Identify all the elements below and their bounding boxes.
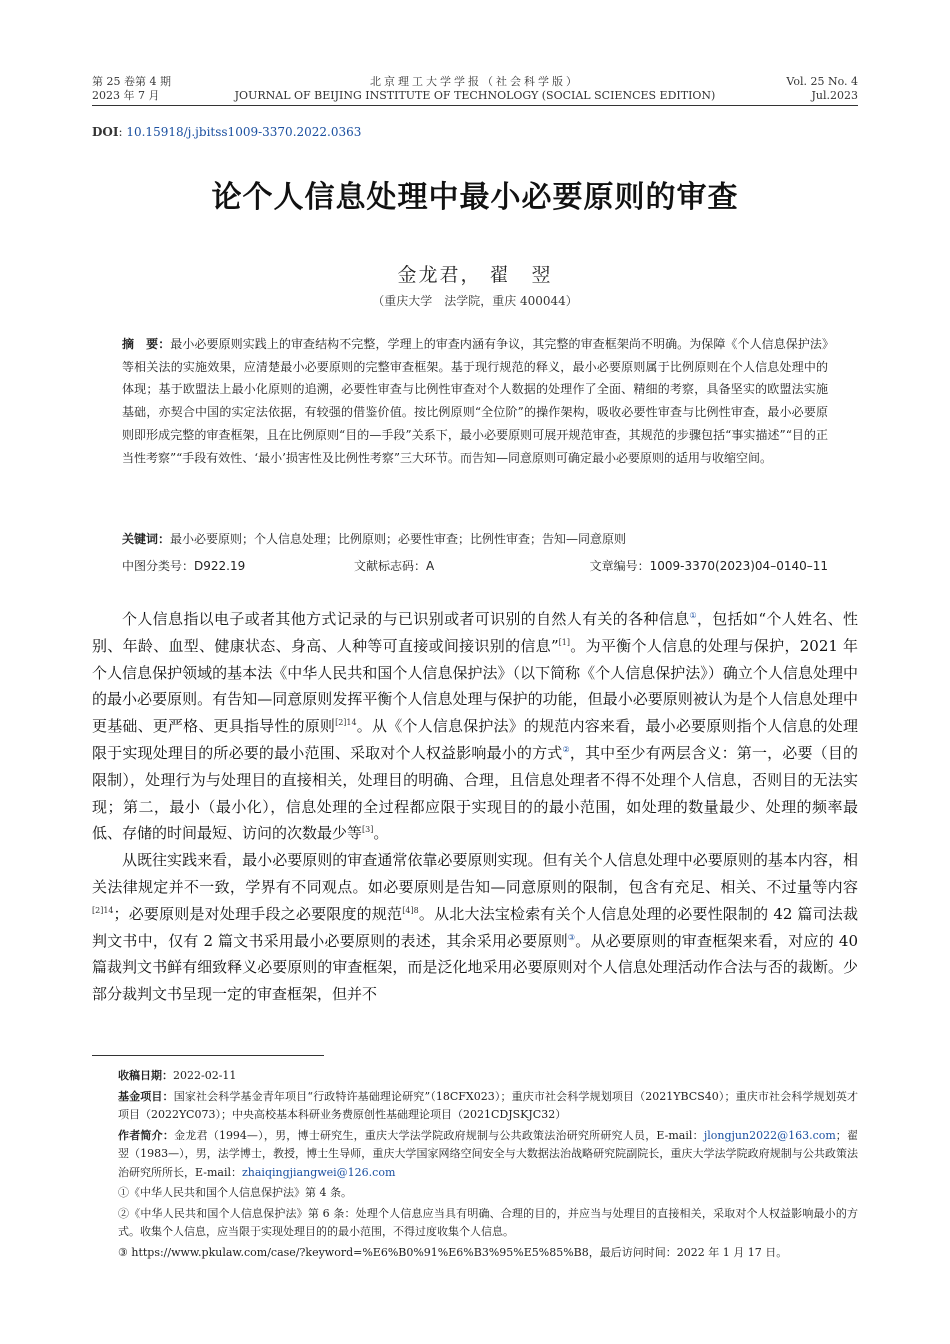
footnote-divider [92, 1055, 324, 1056]
paragraph [92, 606, 858, 847]
received-label: 收稿日期： [118, 1069, 173, 1082]
citation-ref[interactable]: [2]14 [92, 905, 114, 915]
article-number: 文章编号：1009-3370(2023)04–0140–11 [589, 559, 828, 573]
text-run: 个人信息指以电子或者其他方式记录的与已识别或者可识别的自然人有关的各种信息 [122, 610, 690, 628]
paragraph [92, 847, 858, 1008]
header-divider [92, 105, 858, 106]
footnote-ref[interactable]: ③ [567, 932, 576, 942]
email-link[interactable]: jlongjun2022@163.com [703, 1128, 836, 1142]
footnote-1: ①《中华人民共和国个人信息保护法》第 4 条。 [118, 1186, 352, 1199]
header-journal-cn: 北京理工大学学报（社会科学版） [370, 75, 580, 88]
abstract-text: 最小必要原则实践上的审查结构不完整，学理上的审查内涵有争议，其完整的审查框架尚不明确。为保障《个人信息保护法》等相关法的实施效果，应清楚最小必要原则的完整审查框架。基于现行规范的释义，最小必要原则属于比例原则在个人信息处理中的体现；基于欧盟法上最小化原则的追溯，必要性审查与比例性审查对个人数据的处理作了全面、精细的考察，具备坚实的欧盟法实施基础，亦契合中国的实定法依据，有较强的借鉴价值。按比例原则“全位阶”的操作架构，吸收必要性审查与比例性审查，最小必要原则即形成完整的审查框架，且在比例原则“目的—手段”关系下，最小必要原则可展开规范审查，其规范的步骤包括“事实描述”“目的正当性考察”“手段有效性、‘最小’损害性及比例性考察”三大环节。而告知—同意原则可确定最小必要原则的适用与收缩空间。 [122, 337, 828, 465]
citation-ref[interactable]: [2]14 [335, 718, 357, 728]
author-bio-text: 金龙君（1994—），男，博士研究生，重庆大学法学院政府规制与公共政策法治研究所研究人员，E-mail： [174, 1128, 704, 1142]
paper-title: 论个人信息处理中最小必要原则的审查 [211, 180, 739, 215]
body-text [92, 606, 858, 1008]
header-month: Jul.2023 [811, 89, 858, 102]
citation-ref[interactable]: [4]8 [402, 905, 419, 915]
abstract-label: 摘 要： [122, 337, 171, 351]
header-journal [200, 75, 750, 103]
header-volume-en [786, 75, 858, 103]
footnote-3: ③ https://www.pkulaw.com/case/?keyword=%E6%B0%91%E6%B3%95%E5%85%B8，最后访问时间：2022 年 1 月 17 日。 [118, 1245, 788, 1259]
text-run: 。 [373, 824, 389, 843]
funding-text: 国家社会科学基金青年项目“行政特许基础理论研究”（18CFX023）；重庆市社会科学规划项目（2021YBCS40）；重庆市社会科学规划英才项目（2022YC073）；中央高校基本科研业务费原创性基础理论项目（2021CDJSKJC32） [118, 1089, 859, 1121]
author-bio-text: ；翟翌（1983—），男，法学博士，教授，博士生导师，重庆大学国家网络空间安全与大数据法治战略研究院副院长，重庆大学法学院政府规制与公共政策法治研究所所长，E-mail： [118, 1128, 859, 1179]
doi-label: DOI [92, 125, 119, 139]
doi-link[interactable]: 10.15918/j.jbitss1009-3370.2022.0363 [126, 125, 362, 139]
text-run: 。为平衡个人信息的处理与保护，2021 年个人信息保护领域的基本法《中华人民共和国个人信息保护法》（以下简称《个人信息保护法》）确立个人信息处理中的最小必要原则。有告知—同意原则发挥平衡个人信息处理与保护的功能，但最小必要原则被认为是个人信息处理中更基础、更严格、更具指导性的原则 [92, 636, 859, 736]
funding [118, 1088, 858, 1125]
text-run: 。从必要原则的审查框架来看，对应的 40 篇裁判文书鲜有细致释义必要原则的审查框架，而是泛化地采用必要原则对个人信息处理活动作合法与否的裁断。少部分裁判文书呈现一定的审查框架，但并不 [92, 931, 858, 1004]
text-run: ，包括如“个人姓名、性别、年龄、血型、健康状态、身高、人种等可直接或间接识别的信息” [92, 610, 859, 655]
text-run: ；必要原则是对处理手段之必要限度的规范 [113, 904, 403, 923]
header-date: 2023 年 7 月 [92, 89, 160, 102]
citation-ref[interactable]: [3] [362, 825, 374, 835]
keywords-label: 关键词： [122, 532, 171, 546]
footnote-ref[interactable]: ① [689, 611, 697, 620]
footnote-ref[interactable]: ② [562, 744, 570, 754]
affiliation: （重庆大学 法学院，重庆 400044） [372, 294, 578, 308]
received-value: 2022-02-11 [173, 1069, 237, 1082]
email-link[interactable]: zhaiqingjiangwei@126.com [241, 1165, 396, 1179]
footnotes [118, 1067, 858, 1264]
authors: 金龙君， 翟 翌 [397, 264, 553, 286]
keywords-text: 最小必要原则；个人信息处理；比例原则；必要性审查；比例性审查；告知—同意原则 [170, 532, 627, 546]
text-run: ，其中至少有两层含义：第一，必要（目的限制），处理行为与处理目的直接相关，处理目的明确、合理，且信息处理者不得不处理个人信息，否则目的无法实现；第二，最小（最小化），信息处理的全过程都应限于实现目的的最小范围，如处理的数量最少、处理的频率最低、存储的时间最短、访问的次数最少等 [92, 743, 858, 843]
header-issue [92, 75, 171, 103]
header-journal-en: JOURNAL OF BEIJING INSTITUTE OF TECHNOLOGY (SOCIAL SCIENCES EDITION) [234, 89, 716, 102]
header-volume-issue: 第 25 卷第 4 期 [92, 75, 171, 88]
abstract [122, 333, 828, 469]
author-bio-label: 作者简介： [118, 1128, 175, 1142]
text-run: 。从北大法宝检索有关个人信息处理的必要性限制的 42 篇司法裁判文书中，仅有 2 篇文书采用最小必要原则的表述，其余采用必要原则 [92, 904, 858, 950]
footnote-2: ②《中华人民共和国个人信息保护法》第 6 条：处理个人信息应当具有明确、合理的目的，并应当与处理目的直接相关，采取对个人权益影响最小的方式。收集个人信息，应当限于实现处理目的的最小范围，不得过度收集个人信息。 [118, 1206, 858, 1238]
text-run: 从既往实践来看，最小必要原则的审查通常依靠必要原则实现。但有关个人信息处理中必要原则的基本内容，相关法律规定并不一致，学界有不同观点。如必要原则是告知—同意原则的限制，包含有充足、相关、不过量等内容 [92, 851, 858, 896]
document-code: 文献标志码：A [354, 559, 435, 573]
header-vol-no: Vol. 25 No. 4 [786, 75, 858, 88]
received-date [118, 1067, 858, 1086]
text-run: 。从《个人信息保护法》的规范内容来看，最小必要原则指个人信息的处理限于实现处理目的所必要的最小范围、采取对个人权益影响最小的方式 [92, 717, 858, 762]
funding-label: 基金项目： [118, 1089, 174, 1103]
doi [92, 125, 361, 139]
citation-ref[interactable]: [1] [558, 637, 570, 647]
keywords [122, 530, 828, 547]
doi-sep: : [118, 125, 127, 139]
clc-number: 中图分类号：D922.19 [122, 559, 246, 573]
author-bio [118, 1127, 858, 1183]
